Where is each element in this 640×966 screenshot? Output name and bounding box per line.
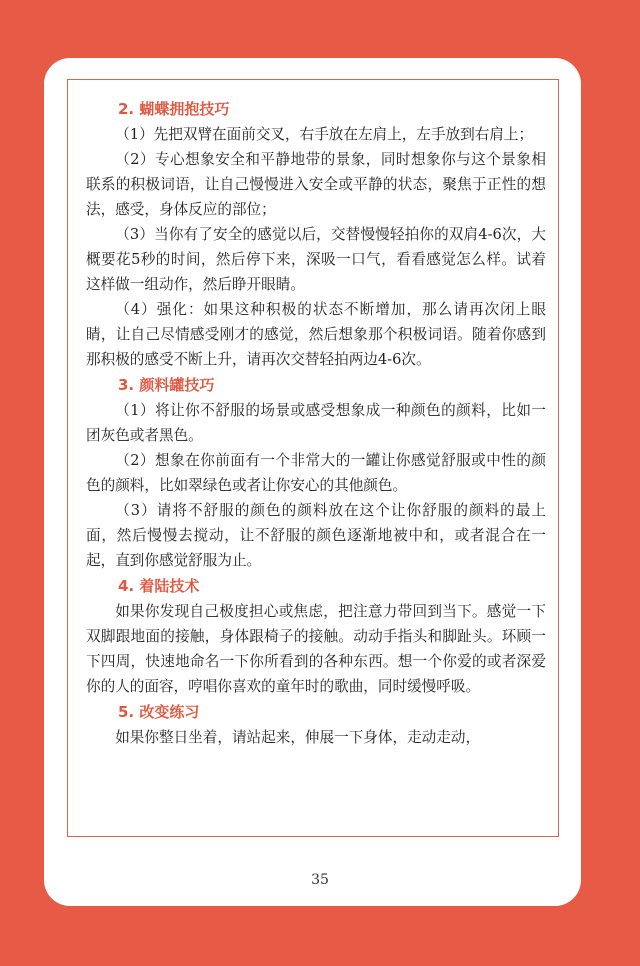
section-heading: 4. 着陆技术 xyxy=(118,577,200,595)
paragraph: （4）强化：如果这种积极的状态不断增加，那么请再次闭上眼睛，让自己尽情感受刚才的感觉，然后想象那个积极词语。随着你感到那积极的感受不断上升，请再次交替轻拍两边4-6次。 xyxy=(86,301,546,368)
page-content xyxy=(86,96,546,750)
section-paint-jar xyxy=(86,372,546,573)
paragraph: （3）当你有了安全的感觉以后，交替慢慢轻拍你的双肩4-6次，大概要花5秒的时间，然后停下来，深吸一口气，看看感觉怎么样。试着这样做一组动作，然后睁开眼睛。 xyxy=(86,226,546,293)
section-heading: 5. 改变练习 xyxy=(118,703,200,721)
paragraph: （1）先把双臂在面前交叉，右手放在左肩上，左手放到右肩上； xyxy=(115,126,534,143)
section-butterfly-hug xyxy=(86,96,546,372)
section-change-exercise xyxy=(86,699,546,750)
paragraph: （3）请将不舒服的颜色的颜料放在这个让你舒服的颜料的最上面，然后慢慢去搅动，让不舒服的颜色逐渐地被中和，或者混合在一起，直到你感觉舒服为止。 xyxy=(86,502,546,569)
paragraph: （1）将让你不舒服的场景或感受想象成一种颜色的颜料，比如一团灰色或者黑色。 xyxy=(86,402,546,444)
paragraph: （2）想象在你前面有一个非常大的一罐让你感觉舒服或中性的颜色的颜料，比如翠绿色或者让你安心的其他颜色。 xyxy=(86,452,546,494)
paragraph: 如果你发现自己极度担心或焦虑，把注意力带回到当下。感觉一下双脚跟地面的接触，身体跟椅子的接触。动动手指头和脚趾头。环顾一下四周，快速地命名一下你所看到的各种东西。想一个你爱的或者深爱你的人的面容，哼唱你喜欢的童年时的歌曲，同时缓慢呼吸。 xyxy=(86,603,546,695)
section-heading: 3. 颜料罐技巧 xyxy=(118,376,215,394)
paragraph: （2）专心想象安全和平静地带的景象，同时想象你与这个景象相联系的积极词语，让自己慢慢进入安全或平静的状态，聚焦于正性的想法，感受，身体反应的部位； xyxy=(86,151,546,218)
section-heading: 2. 蝴蝶拥抱技巧 xyxy=(118,100,230,118)
paragraph: 如果你整日坐着，请站起来，伸展一下身体，走动走动， xyxy=(115,729,481,746)
section-grounding xyxy=(86,573,546,699)
page-number: 35 xyxy=(311,872,329,888)
